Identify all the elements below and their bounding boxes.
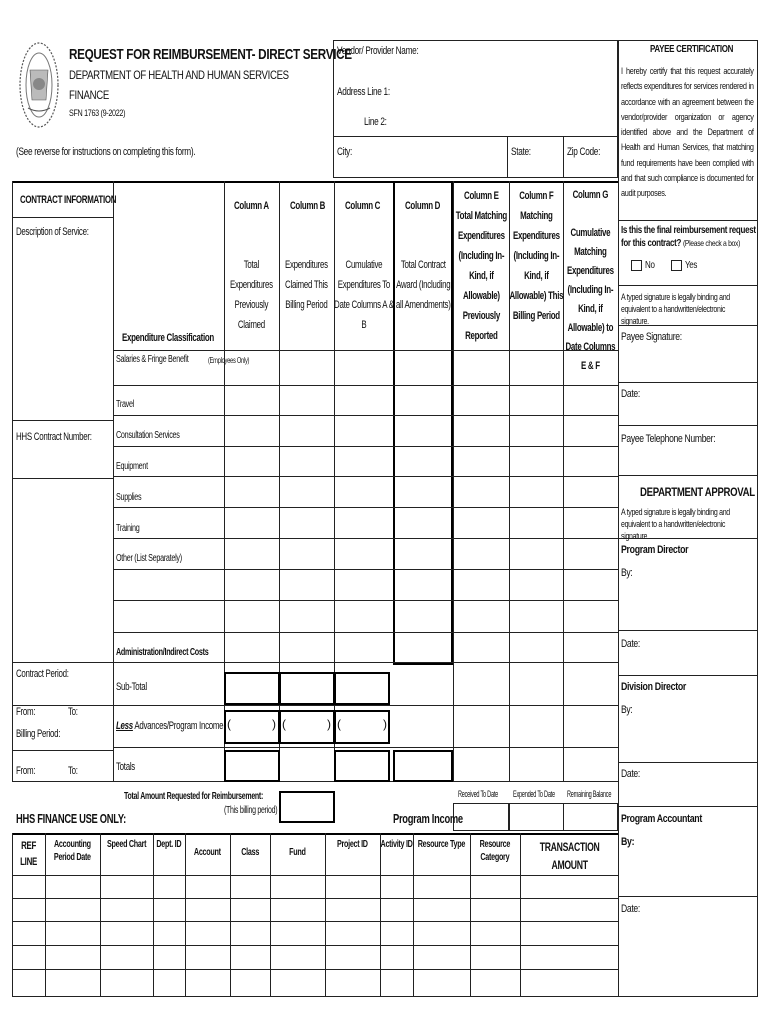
final-yes-checkbox[interactable] [671,260,682,271]
col-a-desc: Total Expenditures Previously Claimed [229,259,273,331]
paren-close-c: ) [383,717,387,731]
address-line2-field[interactable] [395,114,613,132]
row-less-label: Less [116,720,133,732]
address-line1-field[interactable] [395,84,613,102]
final-no-checkbox[interactable] [631,260,642,271]
finance-col-project-id: Project ID [336,839,368,850]
zip-label: Zip Code: [567,146,601,158]
less-col-c[interactable] [334,710,390,744]
subtotal-col-a[interactable] [224,672,280,705]
program-director-date-label: Date: [621,638,640,650]
finance-col-transaction-amount: TRANSACTION AMOUNT [539,840,600,872]
program-accountant-signature-field[interactable] [637,834,755,889]
form-title: REQUEST FOR REIMBURSEMENT- DIRECT SERVICE [69,46,352,63]
billing-from-label: From: [16,765,36,777]
col-d-head: Column D [405,200,441,212]
row-equipment-label: Equipment [116,461,148,472]
final-request-hint: (Please check a box) [682,238,741,248]
finance-col-fund: Fund [289,847,306,858]
finance-col-dept-id: Dept. ID [156,839,182,850]
column-d-highlight [393,181,453,665]
no-label: No [645,260,655,271]
payee-date-label: Date: [621,388,640,400]
received-to-date-label: Received To Date [458,789,498,799]
finance-col-class: Class [241,847,260,858]
row-travel-label: Travel [116,399,135,410]
final-request-question: Is this the final reimbursement request for this contract? [621,225,756,249]
description-field[interactable] [14,240,111,422]
program-accountant-date-field[interactable] [621,918,755,988]
program-income-label: Program Income [393,811,463,826]
division-director-by-label: By: [621,704,633,716]
division-director-label: Division Director [621,681,686,693]
totals-col-d[interactable] [393,750,453,782]
vendor-name-label: Vendor/ Provider Name: [337,45,419,57]
col-c-head: Column C [345,200,381,212]
approval-sig-note: A typed signature is legally binding and equivalent to a handwritten/electronic signature. [621,507,730,541]
payee-sig-note: A typed signature is legally binding and equivalent to a handwritten/electronic signature. [621,292,730,326]
city-label: City: [337,146,353,158]
program-income-remaining[interactable] [563,803,618,831]
finance-col-activity-id: Activity ID [380,839,413,850]
paren-open-a: ( [227,717,231,731]
hhs-contract-number-field[interactable] [14,446,111,474]
payee-phone-label: Payee Telephone Number: [621,433,716,445]
payee-cert-text: I hereby certify that this request accurately reflects expenditures for services rendered in accordance with an agreement between the vendor/provider organization or agency identified above and the Department of Health and Human Services, that matching fund requirements have been complied with and that such compliance is documented for audit purposes. [621,65,754,199]
total-requested-field[interactable] [279,791,335,823]
payee-phone-field[interactable] [621,448,755,470]
row-admin-label: Administration/Indirect Costs [116,647,209,658]
program-accountant-date-label: Date: [621,903,640,915]
col-b-head: Column B [290,200,326,212]
col-e-desc: Total Matching Expenditures (Including In-Kind, if Allowable) Previously Reported [455,210,507,342]
col-b-desc: Expenditures Claimed This Billing Period [284,259,328,311]
division-director-signature-field[interactable] [637,702,755,757]
col-g-desc: Cumulative Matching Expenditures (Including In-Kind, if Allowable) to Date Columns E & F [565,227,616,372]
finance-col-account: Account [193,847,221,858]
division-director-date-label: Date: [621,768,640,780]
division-name: FINANCE [69,88,109,102]
remaining-balance-label: Remaining Balance [567,789,612,799]
state-label: State: [511,146,531,158]
col-a-head: Column A [234,200,269,212]
department-name: DEPARTMENT OF HEALTH AND HUMAN SERVICES [69,68,289,82]
program-director-signature-field[interactable] [637,565,755,625]
department-approval-title: DEPARTMENT APPROVAL [640,485,755,499]
total-requested-label: Total Amount Requested for Reimbursement: [124,791,264,802]
paren-close-b: ) [327,717,331,731]
contract-to-label: To: [68,706,78,718]
program-income-expended[interactable] [509,803,564,831]
program-director-date-field[interactable] [621,652,755,670]
row-supplies-label: Supplies [116,492,142,503]
description-label: Description of Service: [16,226,89,238]
program-director-label: Program Director [621,544,689,556]
subtotal-col-b[interactable] [279,672,335,705]
payee-signature-field[interactable] [621,345,755,375]
col-d-desc: Total Contract Award (Including all Amendments) [395,259,451,311]
form-number: SFN 1763 (9-2022) [69,108,126,118]
billing-to-label: To: [68,765,78,777]
finance-col-resource-type: Resource Type [417,839,466,850]
finance-col-ref: REF LINE [20,840,38,868]
yes-label: Yes [685,260,698,271]
col-f-head: Column F [519,190,554,202]
expended-to-date-label: Expended To Date [513,789,555,799]
expenditure-class-header: Expenditure Classification [122,332,214,344]
contract-info-title: CONTRACT INFORMATION [20,194,117,206]
city-field[interactable] [337,160,503,176]
finance-col-speed-chart: Speed Chart [107,839,147,850]
payee-date-field[interactable] [621,402,755,422]
col-e-head: Column E [464,190,499,202]
total-requested-sub: (This billing period) [224,805,278,816]
program-accountant-by-label: By: [621,836,635,848]
billing-period-label: Billing Period: [16,728,61,740]
zip-field[interactable] [567,160,617,176]
row-subtotal-label: Sub-Total [116,681,147,693]
program-accountant-label: Program Accountant [621,813,702,825]
hhs-contract-number-label: HHS Contract Number: [16,431,92,443]
state-field[interactable] [511,160,561,176]
subtotal-col-c[interactable] [334,672,390,705]
state-seal-icon [18,40,60,130]
row-consultation-label: Consultation Services [116,430,180,441]
totals-col-a[interactable] [224,750,280,782]
division-director-date-field[interactable] [621,782,755,802]
row-advances-label: Advances/Program Income [132,720,224,732]
finance-col-resource-category: Resource Category [479,839,511,863]
totals-col-c[interactable] [334,750,390,782]
finance-title: HHS FINANCE USE ONLY: [16,811,126,826]
vendor-name-field[interactable] [337,60,613,78]
row-salaries-note: (Employees Only) [208,356,250,365]
row-salaries-label: Salaries & Fringe Benefit [116,354,189,365]
address-line1-label: Address Line 1: [337,86,390,98]
paren-close-a: ) [272,717,276,731]
col-c-desc: Cumulative Expenditures To Date Columns A & B [334,259,394,331]
contract-period-label: Contract Period: [16,668,69,680]
col-f-desc: Matching Expenditures (Including In-Kind, if Allowable) This Billing Period [509,210,564,322]
row-other-label: Other (List Separately) [116,553,182,564]
row-training-label: Training [116,523,140,534]
instructions-note: (See reverse for instructions on completing this form). [16,146,196,158]
finance-col-accounting-period: Accounting Period Date [53,839,91,863]
col-g-head: Column G [572,189,609,201]
paren-open-c: ( [337,717,341,731]
contract-from-label: From: [16,706,36,718]
row-totals-label: Totals [116,761,135,773]
paren-open-b: ( [282,717,286,731]
payee-signature-label: Payee Signature: [621,331,682,343]
payee-cert-title: PAYEE CERTIFICATION [650,44,734,55]
program-director-by-label: By: [621,567,633,579]
address-line2-label: Line 2: [364,116,387,128]
